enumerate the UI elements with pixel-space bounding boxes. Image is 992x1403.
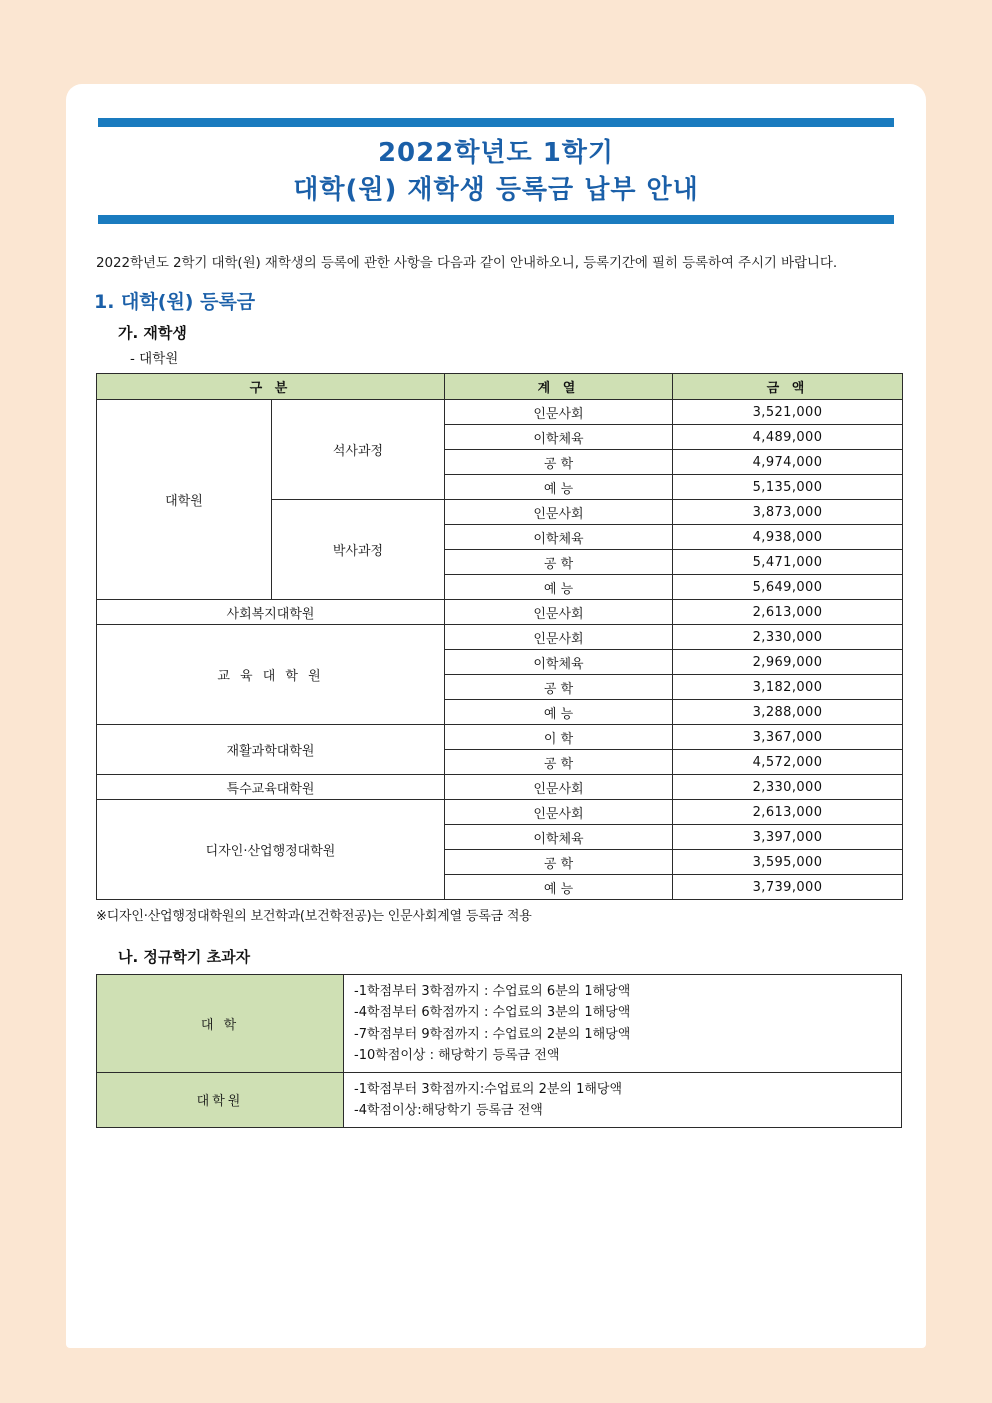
cell-track: 이학체육 — [445, 525, 673, 550]
overload-line: -4학점이상:해당학기 등록금 전액 — [354, 1102, 543, 1118]
title-top-rule — [98, 118, 894, 127]
cell-group-social-welfare: 사회복지대학원 — [97, 600, 445, 625]
overload-credit-table — [96, 974, 902, 1127]
title-block — [94, 118, 898, 224]
cell-group-special-education: 특수교육대학원 — [97, 775, 445, 800]
header-division: 구 분 — [97, 374, 445, 400]
title-bottom-rule — [98, 215, 894, 224]
cell-track: 예 능 — [445, 875, 673, 900]
cell-label-graduate: 대학원 — [97, 1072, 344, 1127]
cell-track: 공 학 — [445, 750, 673, 775]
header-amount: 금 액 — [673, 374, 903, 400]
cell-amount: 3,397,000 — [673, 825, 903, 850]
cell-amount: 3,182,000 — [673, 675, 903, 700]
cell-amount: 5,135,000 — [673, 475, 903, 500]
title-text-block — [98, 127, 894, 215]
document-content — [66, 118, 926, 1128]
cell-track: 인문사회 — [445, 500, 673, 525]
cell-group-graduate-school: 대학원 — [97, 400, 272, 600]
cell-group-design-industry: 디자인·산업행정대학원 — [97, 800, 445, 900]
cell-amount: 4,938,000 — [673, 525, 903, 550]
cell-track: 인문사회 — [445, 800, 673, 825]
table-row — [97, 775, 903, 800]
cell-track: 예 능 — [445, 575, 673, 600]
cell-track: 인문사회 — [445, 600, 673, 625]
cell-track: 이학체육 — [445, 650, 673, 675]
cell-track: 인문사회 — [445, 775, 673, 800]
cell-amount: 2,613,000 — [673, 800, 903, 825]
cell-track: 이학체육 — [445, 825, 673, 850]
cell-group-education: 교 육 대 학 원 — [97, 625, 445, 725]
overload-line: -1학점부터 3학점까지 : 수업료의 6분의 1해당액 — [354, 984, 631, 1000]
cell-amount: 3,521,000 — [673, 400, 903, 425]
overload-line: -1학점부터 3학점까지:수업료의 2분의 1해당액 — [354, 1081, 623, 1097]
cell-track: 공 학 — [445, 550, 673, 575]
cell-amount: 4,974,000 — [673, 450, 903, 475]
cell-amount: 3,288,000 — [673, 700, 903, 725]
cell-amount: 4,489,000 — [673, 425, 903, 450]
title-line-2: 대학(원) 재학생 등록금 납부 안내 — [293, 174, 699, 205]
cell-track: 인문사회 — [445, 625, 673, 650]
cell-track: 공 학 — [445, 850, 673, 875]
table-row — [97, 625, 903, 650]
cell-track: 공 학 — [445, 675, 673, 700]
cell-amount: 5,649,000 — [673, 575, 903, 600]
cell-amount: 2,330,000 — [673, 625, 903, 650]
cell-amount: 2,969,000 — [673, 650, 903, 675]
title-line-1: 2022학년도 1학기 — [377, 138, 615, 168]
section-1a-heading: 가. 재학생 — [118, 324, 187, 343]
cell-amount: 2,613,000 — [673, 600, 903, 625]
cell-amount: 3,367,000 — [673, 725, 903, 750]
cell-track: 공 학 — [445, 450, 673, 475]
cell-amount: 3,873,000 — [673, 500, 903, 525]
table-row — [97, 600, 903, 625]
cell-label-university: 대 학 — [97, 975, 344, 1072]
cell-track: 예 능 — [445, 475, 673, 500]
cell-amount: 4,572,000 — [673, 750, 903, 775]
cell-desc-graduate — [344, 1072, 902, 1127]
cell-group-rehabilitation: 재활과학대학원 — [97, 725, 445, 775]
cell-track: 인문사회 — [445, 400, 673, 425]
table-row — [97, 400, 903, 425]
overload-line: -4학점부터 6학점까지 : 수업료의 3분의 1해당액 — [354, 1005, 631, 1021]
cell-amount: 5,471,000 — [673, 550, 903, 575]
section-1-heading: 1. 대학(원) 등록금 — [94, 291, 256, 314]
cell-track: 예 능 — [445, 700, 673, 725]
overload-line: -10학점이상 : 해당학기 등록금 전액 — [354, 1047, 560, 1063]
cell-course-doctoral: 박사과정 — [272, 500, 445, 600]
cell-amount: 3,739,000 — [673, 875, 903, 900]
cell-amount: 3,595,000 — [673, 850, 903, 875]
intro-paragraph: 2022학년도 2학기 대학(원) 재학생의 등록에 관한 사항을 다음과 같이 안내하오니, 등록기간에 필히 등록하여 주시기 바랍니다. — [96, 254, 838, 271]
table-row — [97, 1072, 902, 1127]
table-footnote: ※디자인·산업행정대학원의 보건학과(보건학전공)는 인문사회계열 등록금 적용 — [96, 909, 532, 925]
table-header-row — [97, 374, 903, 400]
cell-amount: 2,330,000 — [673, 775, 903, 800]
section-1a-item: - 대학원 — [130, 351, 179, 368]
cell-track: 이학체육 — [445, 425, 673, 450]
overload-line: -7학점부터 9학점까지 : 수업료의 2분의 1해당액 — [354, 1026, 631, 1042]
cell-track: 이 학 — [445, 725, 673, 750]
section-1b-heading: 나. 정규학기 초과자 — [118, 948, 251, 967]
cell-desc-university — [344, 975, 902, 1072]
table-row — [97, 975, 902, 1072]
table-row — [97, 800, 903, 825]
document-page — [66, 84, 926, 1348]
header-track: 계 열 — [445, 374, 673, 400]
cell-course-masters: 석사과정 — [272, 400, 445, 500]
tuition-fee-table — [96, 373, 903, 900]
table-row — [97, 725, 903, 750]
